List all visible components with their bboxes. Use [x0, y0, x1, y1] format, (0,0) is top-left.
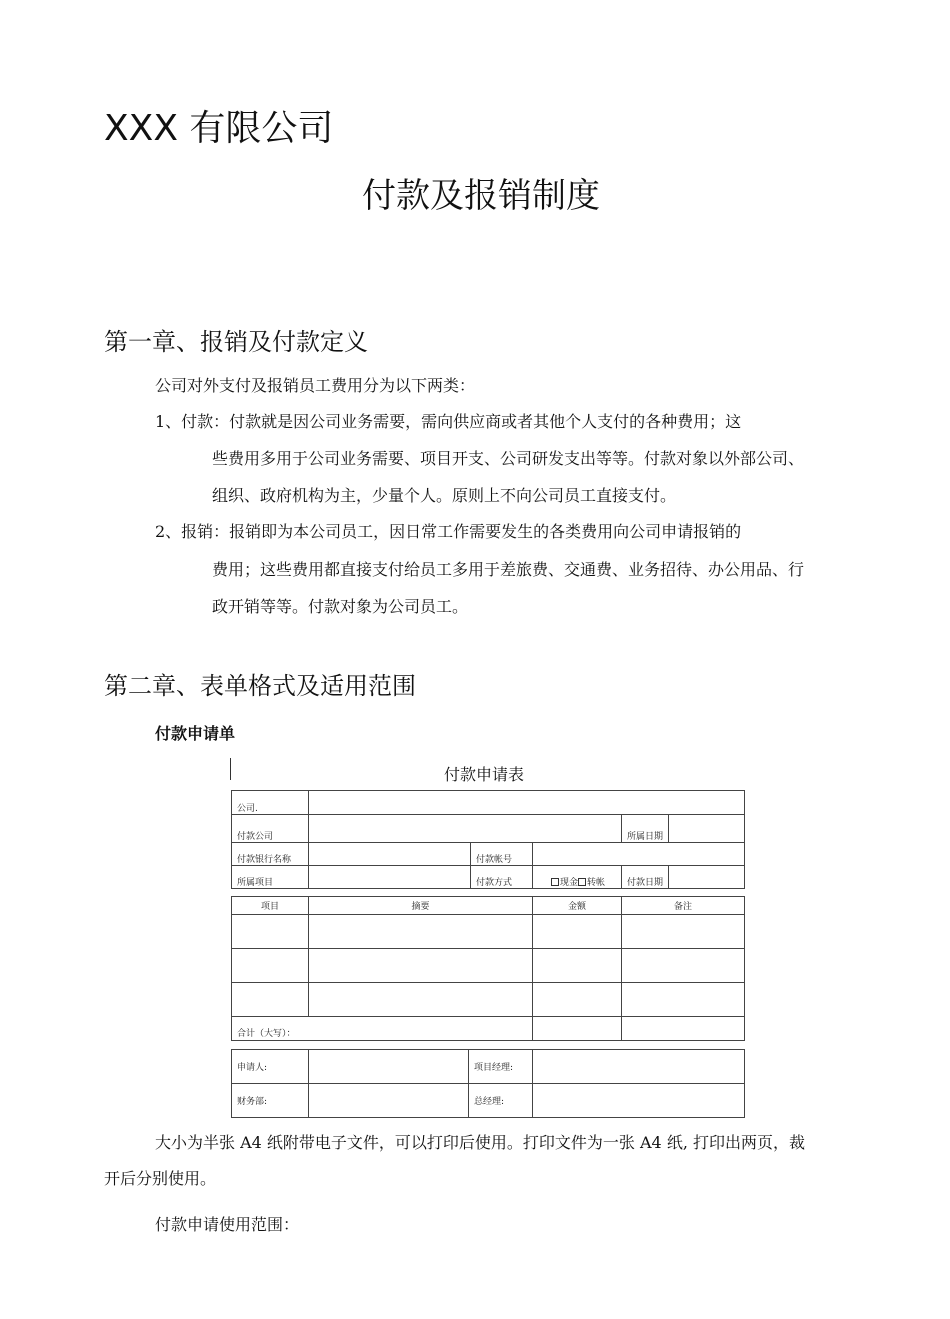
- item2-line3: 政开销等等。付款对象为公司员工。: [212, 597, 469, 616]
- company-field[interactable]: [309, 791, 745, 815]
- amount-cell[interactable]: [533, 983, 622, 1017]
- project-label: 所属项目: [232, 866, 309, 889]
- bank-name-label: 付款银行名称: [232, 843, 309, 866]
- total-remark-cell[interactable]: [622, 1017, 745, 1041]
- item-cell[interactable]: [232, 949, 309, 983]
- item-cell[interactable]: [232, 915, 309, 949]
- transfer-option-label: 转帐: [587, 878, 606, 888]
- amount-cell[interactable]: [533, 915, 622, 949]
- payee-company-field[interactable]: [309, 815, 622, 843]
- applicant-label: 申请人:: [232, 1050, 309, 1084]
- table-row: [232, 915, 745, 949]
- item-cell[interactable]: [232, 983, 309, 1017]
- general-manager-field[interactable]: [533, 1084, 745, 1118]
- bank-name-field[interactable]: [309, 843, 471, 866]
- cash-checkbox[interactable]: [551, 878, 559, 886]
- transfer-checkbox[interactable]: [578, 878, 586, 886]
- remark-cell[interactable]: [622, 983, 745, 1017]
- finance-field[interactable]: [309, 1084, 469, 1118]
- remark-cell[interactable]: [622, 915, 745, 949]
- payment-form-subheading: 付款申请单: [155, 724, 236, 743]
- table-row: [232, 949, 745, 983]
- project-manager-field[interactable]: [533, 1050, 745, 1084]
- summary-cell[interactable]: [309, 949, 533, 983]
- project-manager-label: 项目经理:: [469, 1050, 533, 1084]
- chapter2-title: 第二章、表单格式及适用范围: [104, 672, 416, 700]
- cash-option-label: 现金: [560, 878, 579, 888]
- date-belong-label: 所属日期: [622, 815, 669, 843]
- item2-line2: 费用；这些费用都直接支付给员工多用于差旅费、交通费、业务招待、办公用品、行: [212, 560, 805, 579]
- item1-line1: 1、付款：付款就是因公司业务需要，需向供应商或者其他个人支付的各种费用；这: [155, 412, 742, 431]
- column-header-remark: 备注: [622, 897, 745, 915]
- document-title: 付款及报销制度: [362, 176, 600, 216]
- project-field[interactable]: [309, 866, 471, 889]
- applicant-field[interactable]: [309, 1050, 469, 1084]
- chapter1-intro: 公司对外支付及报销员工费用分为以下两类：: [155, 376, 476, 395]
- summary-cell[interactable]: [309, 915, 533, 949]
- account-no-field[interactable]: [533, 843, 745, 866]
- column-header-item: 项目: [232, 897, 309, 915]
- item1-line2: 些费用多用于公司业务需要、项目开支、公司研发支出等等。付款对象以外部公司、: [212, 449, 805, 468]
- format-note-line2: 开后分别使用。: [104, 1169, 217, 1188]
- summary-cell[interactable]: [309, 983, 533, 1017]
- column-header-amount: 金额: [533, 897, 622, 915]
- pay-method-label: 付款方式: [471, 866, 533, 889]
- pay-method-options: [533, 866, 622, 889]
- form-signature-table: [231, 1049, 745, 1118]
- table-row: [232, 983, 745, 1017]
- form-items-table: [231, 896, 745, 1041]
- format-note-line1: 大小为半张 A4 纸附带电子文件，可以打印后使用。打印文件为一张 A4 纸, 打印出两页，裁: [155, 1133, 805, 1152]
- form-info-table: [231, 790, 745, 889]
- pay-date-field[interactable]: [669, 866, 745, 889]
- form-divider: [230, 758, 231, 780]
- company-name: XXX 有限公司: [104, 108, 334, 149]
- total-label: 合计（大写）：: [232, 1017, 533, 1041]
- general-manager-label: 总经理:: [469, 1084, 533, 1118]
- account-no-label: 付款帐号: [471, 843, 533, 866]
- total-amount-cell[interactable]: [533, 1017, 622, 1041]
- finance-label: 财务部:: [232, 1084, 309, 1118]
- item1-line3: 组织、政府机构为主，少量个人。原则上不向公司员工直接支付。: [212, 486, 677, 505]
- scope-label: 付款申请使用范围：: [155, 1215, 300, 1234]
- pay-date-label: 付款日期: [622, 866, 669, 889]
- form-title: 付款申请表: [444, 765, 525, 784]
- column-header-summary: 摘要: [309, 897, 533, 915]
- item2-line1: 2、报销：报销即为本公司员工，因日常工作需要发生的各类费用向公司申请报销的: [155, 522, 742, 541]
- amount-cell[interactable]: [533, 949, 622, 983]
- chapter1-title: 第一章、报销及付款定义: [104, 328, 368, 356]
- payee-company-label: 付款公司: [232, 815, 309, 843]
- date-belong-field[interactable]: [669, 815, 745, 843]
- remark-cell[interactable]: [622, 949, 745, 983]
- company-label: 公司.: [232, 791, 309, 815]
